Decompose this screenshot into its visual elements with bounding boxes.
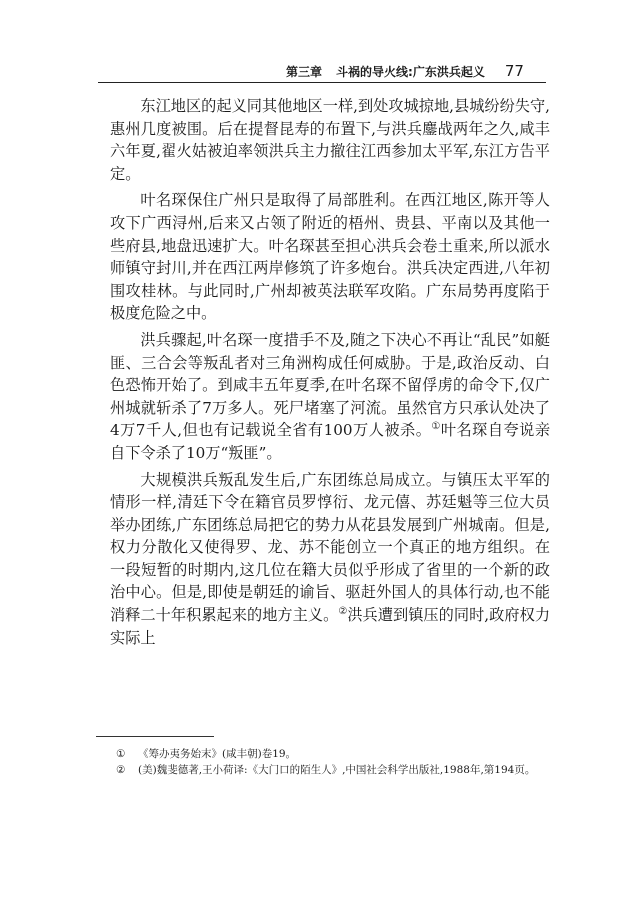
- chapter-title: 斗祸的导火线:广东洪兵起义: [336, 65, 485, 79]
- paragraph-text: 洪兵遭到镇压的同时,政府权力实际上: [110, 606, 551, 647]
- footnote-ref: ②: [338, 606, 348, 617]
- header-rule: [98, 82, 546, 83]
- chapter-label: 第三章: [286, 65, 323, 79]
- running-head: [286, 62, 578, 80]
- paragraph-text: 洪兵骤起,叶名琛一度措手不及,随之下决心不再让“乱民”如艇匪、三合会等叛乱者对三角洲构成任何威胁。于是,政治反动、白色恐怖开始了。到咸丰五年夏季,在叶名琛不留俘虏的命令下,仅广州城就斩杀了7万多人。死尸堵塞了河流。虽然官方只承认处决了4万7千人,但也有记载说全省有100万人被杀。: [110, 330, 550, 440]
- footnote-rule: [96, 736, 214, 737]
- footnote-mark: ②: [116, 764, 126, 776]
- paragraph: [110, 95, 550, 185]
- footnote-text: 《筹办夷务始末》(咸丰朝)卷19。: [138, 748, 297, 760]
- footnote-text: (美)魏斐德著,王小荷译:《大门口的陌生人》,中国社会科学出版社,1988年,第194页。: [138, 764, 536, 776]
- paragraph: [110, 189, 550, 325]
- footnotes: [116, 746, 544, 778]
- paragraph-text: 东江地区的起义同其他地区一样,到处攻城掠地,县城纷纷失守,惠州几度被围。后在提督昆寿的布置下,与洪兵鏖战两年之久,咸丰六年夏,翟火姑被迫率领洪兵主力撤往江西参加太平军,东江方告平定。: [110, 97, 550, 183]
- paragraph-text: 大规模洪兵叛乱发生后,广东团练总局成立。与镇压太平军的情形一样,清廷下令在籍官员罗惇衍、龙元僖、苏廷魁等三位大员举办团练,广东团练总局把它的势力从花县发展到广州城南。但是,权力分散化又使得罗、龙、苏不能创立一个真正的地方组织。在一段短暂的时期内,这几位在籍大员似乎形成了省里的一个新的政治中心。但是,即使是朝廷的谕旨、驱赶外国人的具体行动,也不能消释二十年积累起来的地方主义。: [110, 470, 550, 625]
- paragraph-text: 叶名琛保住广州只是取得了局部胜利。在西江地区,陈开等人攻下广西浔州,后来又占领了附近的梧州、贵县、平南以及其他一些府县,地盘迅速扩大。叶名琛甚至担心洪兵会卷土重来,所以派水师镇守封川,并在西江两岸修筑了许多炮台。洪兵决定西进,八年初围攻桂林。与此同时,广州却被英法联军攻陷。广东局势再度陷于极度危险之中。: [110, 191, 550, 323]
- paragraph-text: 叶名琛自夸说亲自下令杀了10万“叛匪”。: [110, 421, 551, 462]
- footnote-ref: ①: [431, 421, 441, 433]
- paragraph: [110, 329, 550, 465]
- footnote-mark: ①: [116, 748, 126, 760]
- body-text: [110, 95, 550, 653]
- page-number: 77: [504, 62, 524, 80]
- paragraph: [110, 469, 550, 650]
- footnote: [116, 762, 544, 778]
- footnote: [116, 746, 544, 762]
